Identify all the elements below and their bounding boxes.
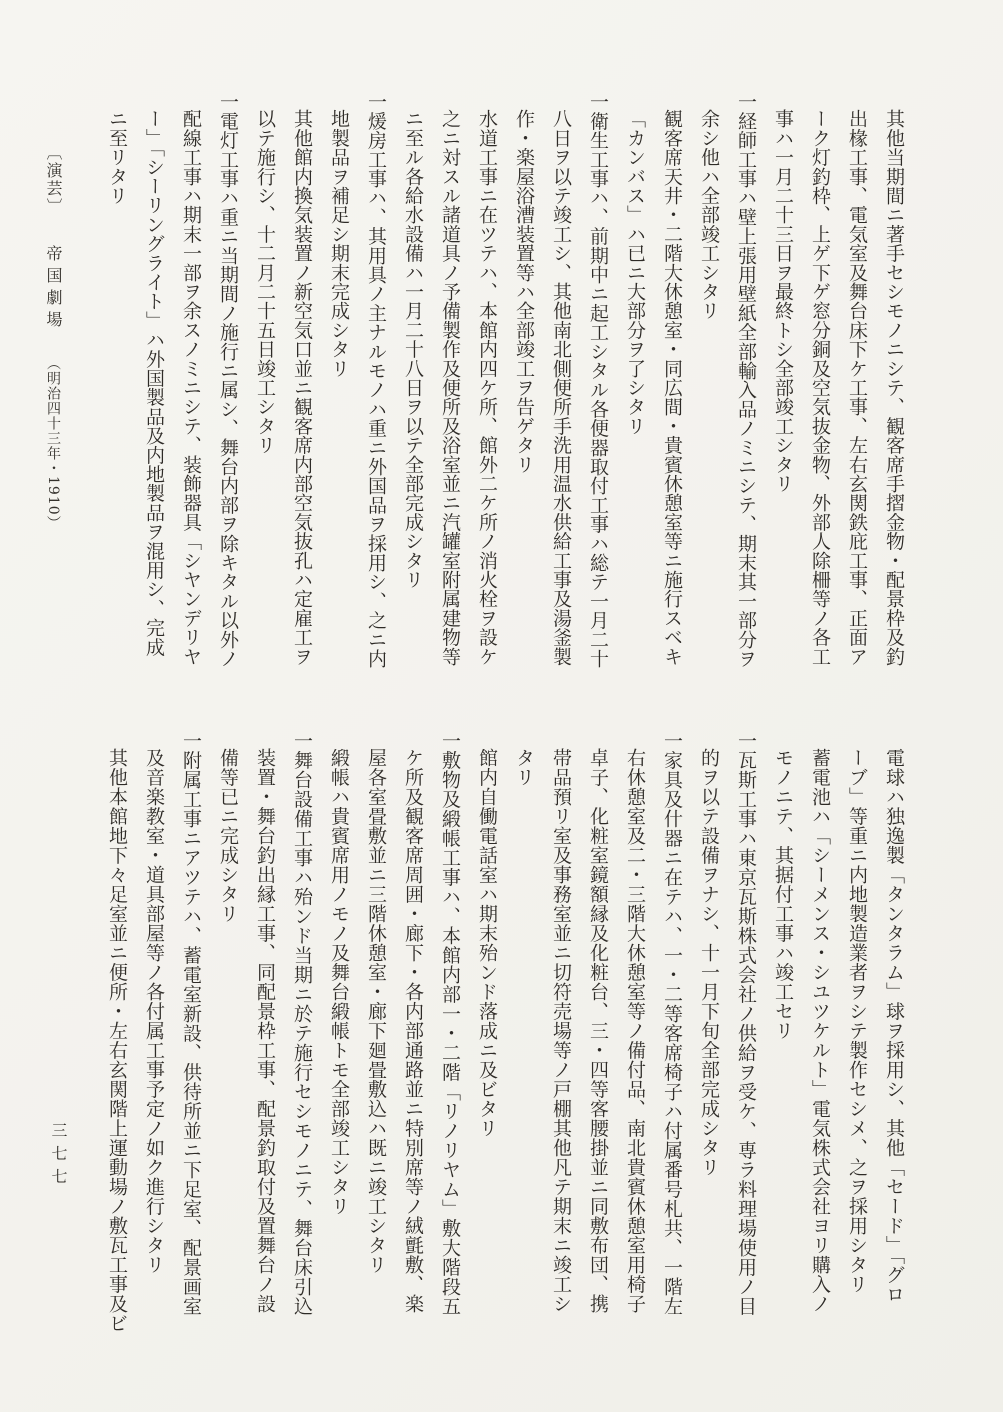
text-line: 電球ハ独逸製「タンタラム」球ヲ採用シ、其他「セード」「グロ [883,748,905,1304]
text-line: 余シ他ハ全部竣工シタリ [698,109,720,321]
publication-title: 帝国劇場 [44,245,63,334]
text-line: 一経師工事ハ壁上張用壁紙全部輸入品ノミニシテ、期末其一部分ヲ [735,92,757,668]
text-line: 之ニ対スル諸道具ノ予備製作及便所及浴室並ニ汽罐室附属建物等 [439,109,461,666]
text-line: 一家具及什器ニ在テハ、一・二等客席椅子ハ付属番号札共、一階左 [661,731,683,1316]
page-number: 三七七 [49,1122,68,1191]
text-line: タリ [513,748,535,787]
text-line: 一衛生工事ハ、前期中ニ起工シタル各便器取付工事ハ総テ一月二十 [587,92,609,668]
text-line: 帯品預リ室及事務室並ニ切符売場等ノ戸棚其他凡テ期末ニ竣工シ [550,748,572,1314]
running-header [42,144,65,531]
text-line: 一舞台設備工事ハ殆ンド当期ニ於テ施行セシモノニテ、舞台床引込 [291,731,313,1316]
text-line: ー」「シーリングライト」ハ外国製品及内地製品ヲ混用シ、完成 [143,109,165,657]
text-line: 八日ヲ以テ竣工シ、其他南北側便所手洗用温水供給工事及湯釜製 [550,109,572,666]
text-line: 其他当期間ニ著手セシモノニシテ、観客席手摺金物・配景枠及釣 [883,109,905,666]
text-line: 一瓦斯工事ハ東京瓦斯株式会社ノ供給ヲ受ケ、専ラ料理場使用ノ目 [735,731,757,1316]
text-line: 其他本館地下々足室並ニ便所・左右玄関階上運動場ノ敷瓦工事及ビ [106,748,128,1333]
text-line: 館内自働電話室ハ期末殆ンド落成ニ及ビタリ [476,748,498,1138]
text-line: 以テ施行シ、十二月二十五日竣工シタリ [254,109,276,455]
text-line: 装置・舞台釣出縁工事、同配景枠工事、配景釣取付及置舞台ノ設 [254,748,276,1314]
text-line: 蓄電池ハ「シーメンス・シユツケルト」電気株式会社ヨリ購入ノ [809,748,831,1314]
text-line: 的ヲ以テ設備ヲナシ、十一月下旬全部完成シタリ [698,748,720,1177]
text-line: 卓子、化粧室鏡額縁及化粧台、三・四等客腰掛並ニ同敷布団、携 [587,748,609,1314]
text-line: 一煖房工事ハ、其用具ノ主ナルモノハ重ニ外国品ヲ採用シ、之ニ内 [365,92,387,668]
text-line: 観客席天井・二階大休憩室・同広間・貴賓休憩室等ニ施行スベキ [661,109,683,666]
text-line: 地製品ヲ補足シ期末完成シタリ [328,109,350,378]
top-text-block [98,92,912,692]
text-line: 出椽工事、電気室及舞台床下ケ工事、左右玄関鉄庇工事、正面ア [846,109,868,666]
text-line: 其他館内換気装置ノ新空気口並ニ観客席内部空気抜孔ハ定雇工ヲ [291,109,313,666]
text-line: 一附属工事ニアツテハ、蓄電室新設、供待所並ニ下足室、配景画室 [180,731,202,1316]
text-line: 配線工事ハ期末一部ヲ余スノミニシテ、装飾器具「シヤンデリヤ [180,109,202,666]
text-line: 右休憩室及二・三階大休憩室等ノ備付品、南北貴賓休憩室用椅子 [624,748,646,1314]
text-line: 一電灯工事ハ重ニ当期間ノ施行ニ属シ、舞台内部ヲ除キタル以外ノ [217,92,239,668]
text-line: 事ハ一月二十三日ヲ最終トシ全部竣工シタリ [772,109,794,493]
section-label: 〔演芸〕 [44,144,63,216]
bottom-text-block [98,731,912,1371]
text-line: 一敷物及緞帳工事ハ、本館内部一・二階「リノリヤム」敷大階段五 [439,731,461,1316]
text-line: モノニテ、其据付工事ハ竣工セリ [772,748,794,1041]
text-line: 備等已ニ完成シタリ [217,748,239,924]
text-line: ニ至リタリ [106,109,128,205]
text-line: ーブ」等重ニ内地製造業者ヲシテ製作セシメ、之ヲ採用シタリ [846,748,868,1294]
text-line: 緞帳ハ貴賓席用ノモノ及舞台緞帳トモ全部竣工シタリ [328,748,350,1216]
text-line: 「カンバス」ハ已ニ大部分ヲ了シタリ [624,109,646,436]
text-line: 水道工事ニ在ツテハ、本館内四ケ所、館外二ケ所ノ消火栓ヲ設ケ [476,109,498,666]
text-line: ケ所及観客席周囲・廊下・各内部通路並ニ特別席等ノ絨氈敷、楽 [402,748,424,1314]
text-line: 作・楽屋浴漕装置等ハ全部竣工ヲ告ゲタリ [513,109,535,474]
text-line: ーク灯釣枠、上ゲ下ゲ窓分銅及空気抜金物、外部人除柵等ノ各工 [809,109,831,666]
text-line: 及音楽教室・道具部屋等ノ各付属工事予定ノ如ク進行シタリ [143,748,165,1275]
text-line: ニ至ル各給水設備ハ一月二十八日ヲ以テ全部完成シタリ [402,109,424,589]
publication-date: （明治四十三年・1910） [45,356,61,531]
text-line: 屋各室畳敷並ニ三階休憩室・廊下廻畳敷込ハ既ニ竣工シタリ [365,748,387,1275]
